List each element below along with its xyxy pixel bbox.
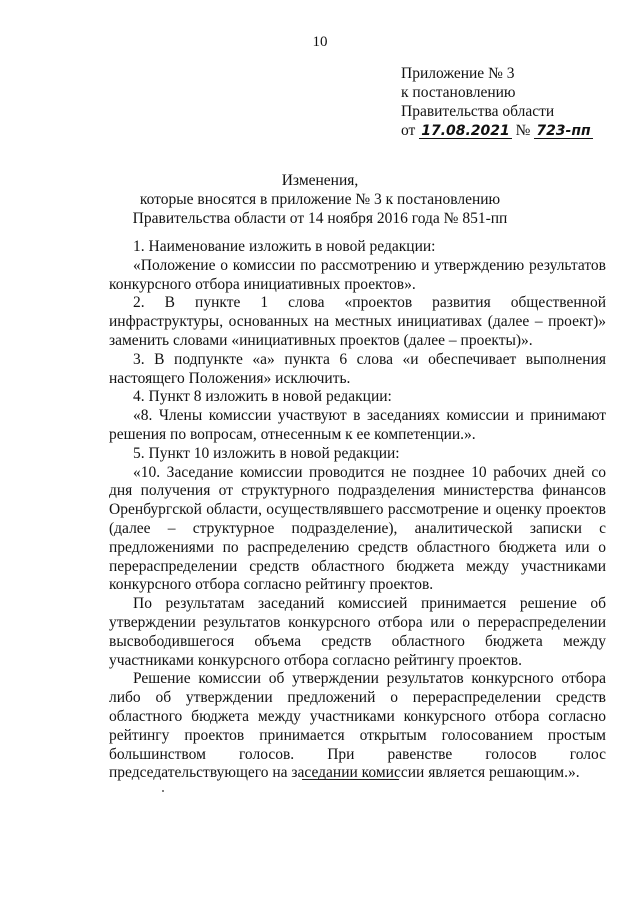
document-body [109, 238, 606, 783]
title-line-2: которые вносятся в приложение № 3 к постановлению [139, 191, 501, 208]
paragraph: 1. Наименование изложить в новой редакции: [133, 238, 436, 255]
appendix-line-3: Правительства области [401, 103, 555, 120]
appendix-line-1: Приложение № 3 [401, 65, 515, 82]
handwritten-date: 17.08.2021 [421, 123, 510, 139]
appendix-line-2: к постановлению [401, 84, 516, 101]
handwritten-number: 723-пп [536, 123, 591, 139]
paragraph: «8. Члены комиссии участвуют в заседаниях комиссии и принимают решения по вопросам, отнесенным к ее компетенции.». [109, 407, 606, 443]
paragraph: «Положение о комиссии по рассмотрению и утверждению результатов конкурсного отбора инициативных проектов». [109, 256, 606, 293]
paragraph: Решение комиссии об утверждении результатов конкурсного отбора либо об утверждении предложений о перераспределении средств областного бюджета между участниками конкурсного отбора согласно рейтингу проектов принимается открытым голосованием простым большинством голосов. При равенстве голосов голос председательствующего на заседании комиссии является решающим.». [109, 670, 606, 782]
title-line-1: Изменения, [281, 172, 359, 189]
closing-divider [302, 779, 399, 780]
appendix-date-line [401, 121, 593, 140]
title-line-3: Правительства области от 14 ноября 2016 года № 851-пп [132, 210, 508, 227]
page-number: 10 [312, 34, 328, 50]
paragraph: 5. Пункт 10 изложить в новой редакции: [133, 444, 400, 462]
scan-speck [162, 790, 164, 792]
document-title [0, 171, 640, 228]
appendix-block [401, 64, 593, 140]
number-prefix: № [515, 122, 531, 139]
paragraph: По результатам заседаний комиссией принимается решение об утверждении результатов конкурсного отбора или о перераспределении высвободившегося объема средств областного бюджета между участниками конкурсного отбора согласно рейтингу проектов. [109, 595, 606, 669]
paragraph: 3. В подпункте «а» пункта 6 слова «и обеспечивает выполнения настоящего Положения» исключить. [109, 350, 606, 387]
date-prefix: от [401, 122, 416, 139]
paragraph: 4. Пункт 8 изложить в новой редакции: [133, 388, 392, 406]
paragraph: «10. Заседание комиссии проводится не позднее 10 рабочих дней со дня получения от структурного подразделения министерства финансов Оренбургской области, осуществлявшего рассмотрение и оценку проектов (далее – структурное подразделение), аналитической записки с предложениями по распределению средств областного бюджета или о перераспределении средств областного бюджета между участниками конкурсного отбора согласно рейтингу проектов. [109, 463, 606, 594]
paragraph: 2. В пункте 1 слова «проектов развития общественной инфраструктуры, основанных на местных инициативах (далее – проект)» заменить словами «инициативных проектов (далее – проекты)». [109, 294, 606, 349]
